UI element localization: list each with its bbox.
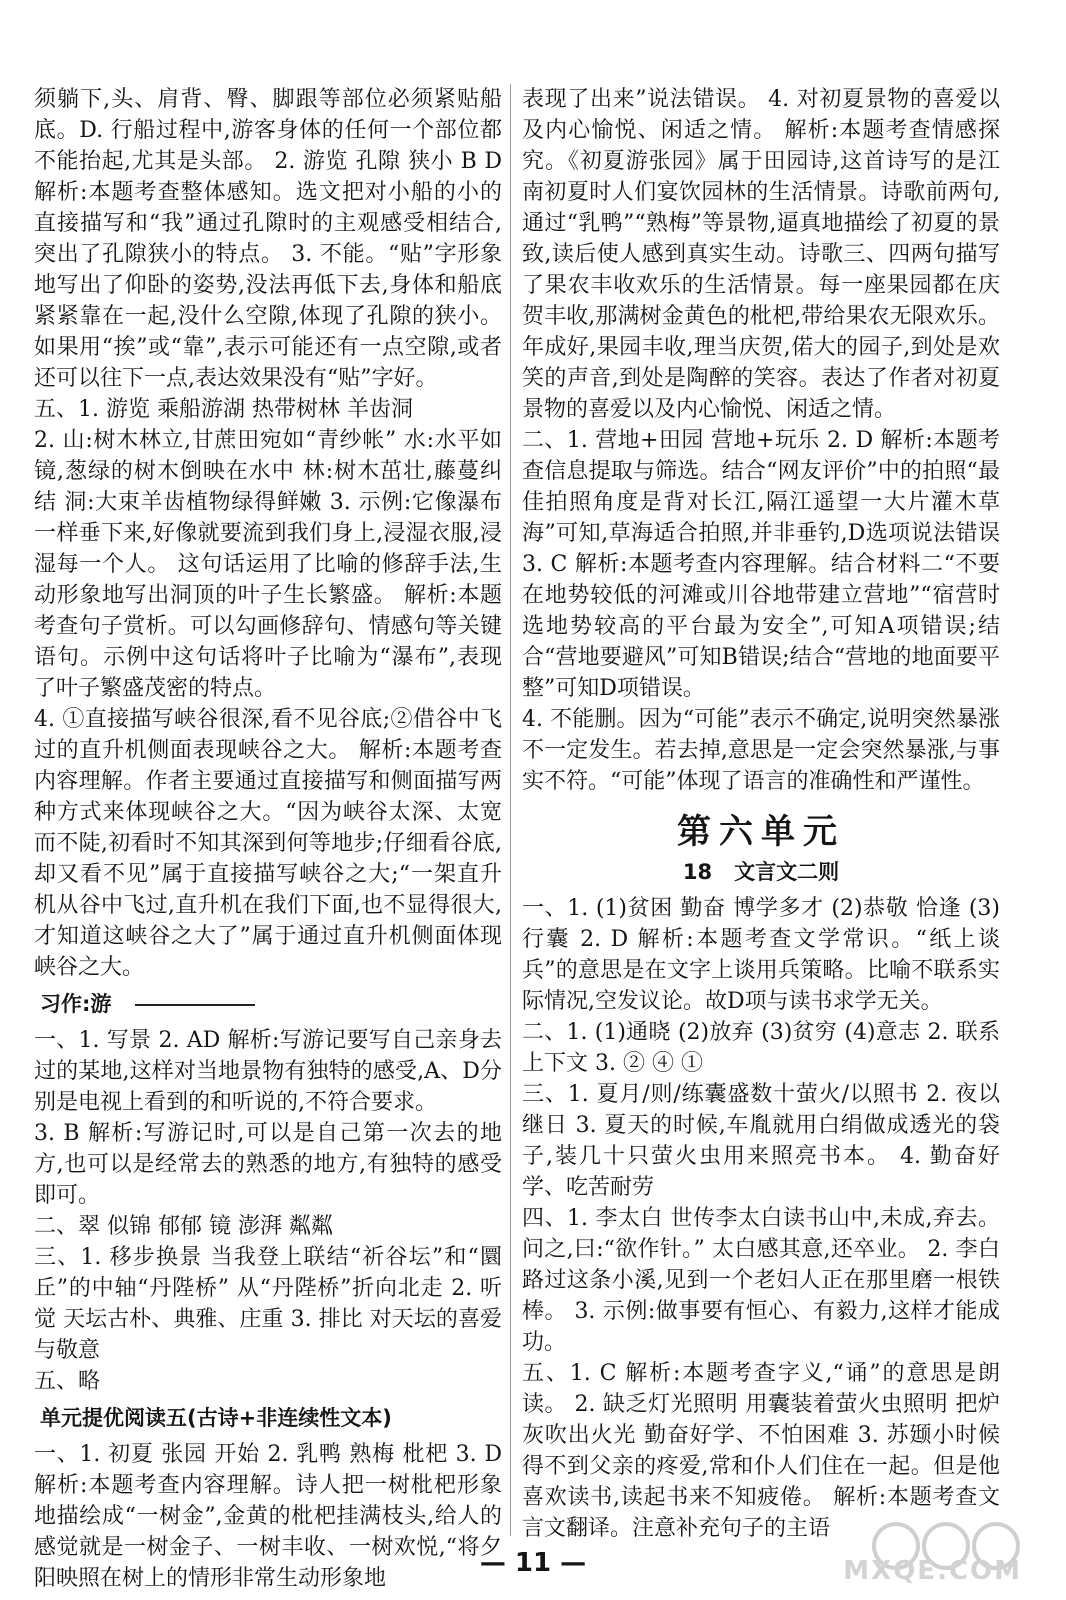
answer-paragraph: 3. B 解析:写游记时,可以是自己第一次去的地方,也可以是经常去的熟悉的地方,有独特的感受即可。 <box>34 1121 502 1208</box>
answer-paragraph: 二、翠 似锦 郁郁 镜 澎湃 粼粼 <box>34 1214 333 1239</box>
lesson-name: 文言文二则 <box>734 860 840 884</box>
answer-paragraph: 五、1. 游览 乘船游湖 热带树林 羊齿洞 <box>34 397 413 422</box>
left-column <box>34 84 502 1594</box>
answer-paragraph: 一、1. 初夏 张园 开始 2. 乳鸭 熟梅 枇杷 3. D 解析:本题考查内容理解。诗人把一树枇杷形象地描绘成“一树金”,金黄的枇杷挂满枝头,给人的感觉就是一树金子、一树丰收、一树欢悦,“将夕阳映照在树上的情形非常生动形象地 <box>34 1442 502 1591</box>
answer-paragraph: 4. 不能删。因为“可能”表示不确定,说明突然暴涨不一定发生。若去掉,意思是一定会突然暴涨,与事实不符。“可能”体现了语言的准确性和严谨性。 <box>522 707 1000 794</box>
lesson-number: 18 <box>682 860 713 884</box>
watermark-text: MXQE.COM <box>843 1556 1022 1586</box>
column-divider <box>510 84 511 1536</box>
section-heading-xizuo: 习作:游 <box>34 989 502 1019</box>
answer-paragraph: 二、1. 营地+田园 营地+玩乐 2. D 解析:本题考查信息提取与筛选。结合“网友评价”中的拍照“最佳拍照角度是背对长江,隔江遥望一大片灌木草海”可知,草海适合拍照,并非垂钓,D选项说法错误 3. C 解析:本题考查内容理解。结合材料二“不要在地势较低的河滩或川谷地带建立营地”“宿营时选地势较高的平台最为安全”,可知A项错误;结合“营地要避风”可知B错误;结合“营地的地面要平整”可知D项错误。 <box>522 428 1000 701</box>
unit-title: 第六单元 <box>677 812 845 852</box>
right-column <box>522 84 1000 1544</box>
answer-paragraph: 四、1. 李太白 世传李太白读书山中,未成,弃去。 问之,曰:“欲作针。” 太白感其意,还卒业。 2. 李白路过这条小溪,见到一个老妇人正在那里磨一根铁棒。 3. 示例:做事要有恒心、有毅力,这样才能成功。 <box>522 1206 1000 1355</box>
page-number: — 11 — <box>479 1548 587 1578</box>
section-heading-danyuan: 单元提优阅读五(古诗+非连续性文本) <box>40 1406 392 1430</box>
answer-paragraph: 表现了出来”说法错误。 4. 对初夏景物的喜爱以及内心愉悦、闲适之情。 解析:本题考查情感探究。《初夏游张园》属于田园诗,这首诗写的是江南初夏时人们宴饮园林的生活情景。诗歌前两句,通过“乳鸭”“熟梅”等景物,逼真地描绘了初夏的景致,读后使人感到真实生动。诗歌三、四两句描写了果农丰收欢乐的生活情景。每一座果园都在庆贺丰收,那满树金黄色的枇杷,带给果农无限欢乐。年成好,果园丰收,理当庆贺,偌大的园子,到处是欢笑的声音,到处是陶醉的笑容。表达了作者对初夏景物的喜爱以及内心愉悦、闲适之情。 <box>522 87 1000 422</box>
answer-paragraph: 二、1. (1)通晓 (2)放弃 (3)贫穷 (4)意志 2. 联系上下文 3. ② ④ ① <box>522 1020 1000 1076</box>
watermark-logo <box>843 1516 1026 1586</box>
answer-paragraph: 三、1. 移步换景 当我登上联结“祈谷坛”和“圜丘”的中轴“丹陛桥” 从“丹陛桥”折向北走 2. 听觉 天坛古朴、典雅、庄重 3. 排比 对天坛的喜爱与敬意 <box>34 1245 502 1363</box>
answer-paragraph: 一、1. (1)贫困 勤奋 博学多才 (2)恭敬 恰逢 (3)行囊 2. D 解析:本题考查文学常识。“纸上谈兵”的意思是在文字上谈用兵策略。比喻不联系实际情况,空发议论。故D项与读书求学无关。 <box>522 896 1000 1014</box>
answer-paragraph: 三、1. 夏月/则/练囊盛数十萤火/以照书 2. 夜以继日 3. 夏天的时候,车胤就用白绢做成透光的袋子,装几十只萤火虫用来照亮书本。 4. 勤奋好学、吃苦耐劳 <box>522 1082 1000 1200</box>
answer-paragraph: 一、1. 写景 2. AD 解析:写游记要写自己亲身去过的某地,这样对当地景物有独特的感受,A、D分别是电视上看到的和听说的,不符合要求。 <box>34 1028 502 1115</box>
answer-paragraph: 2. 山:树木林立,甘蔗田宛如“青纱帐” 水:水平如镜,葱绿的树木倒映在水中 林:树木茁壮,藤蔓纠结 洞:大束羊齿植物绿得鲜嫩 3. 示例:它像瀑布一样垂下来,好像就要流到我们身上,浸湿衣服,浸湿每一个人。 这句话运用了比喻的修辞手法,生动形象地写出洞顶的叶子生长繁盛。 解析:本题考查句子赏析。可以勾画修辞句、情感句等关键语句。示例中这句话将叶子比喻为“瀑布”,表现了叶子繁盛茂密的特点。 <box>34 428 502 701</box>
answer-paragraph: 五、1. C 解析:本题考查字义,“诵”的意思是朗读。 2. 缺乏灯光照明 用囊装着萤火虫照明 把炉灰吹出火光 勤奋好学、不怕困难 3. 苏颋小时候得不到父亲的疼爱,常和仆人们住在一起。但是他喜欢读书,读起书来不知疲倦。 解析:本题考查文言文翻译。注意补充句子的主语 <box>522 1361 1000 1541</box>
answer-paragraph: 五、略 <box>34 1369 101 1394</box>
lesson-title <box>522 857 1000 887</box>
answer-paragraph: 4. ①直接描写峡谷很深,看不见谷底;②借谷中飞过的直升机侧面表现峡谷之大。 解析:本题考查内容理解。作者主要通过直接描写和侧面描写两种方式来体现峡谷之大。“因为峡谷太深、太宽而不陡,初看时不知其深到何等地步;仔细看谷底,却又看不见”属于直接描写峡谷之大;“一架直升机从谷中飞过,直升机在我们下面,也不显得很大,才知道这峡谷之大了”属于通过直升机侧面体现峡谷之大。 <box>34 707 502 980</box>
answer-paragraph: 须躺下,头、肩背、臀、脚跟等部位必须紧贴船底。D. 行船过程中,游客身体的任何一个部位都不能抬起,尤其是头部。 2. 游览 孔隙 狭小 B D 解析:本题考查整体感知。选文把对小船的小的直接描写和“我”通过孔隙时的主观感受相结合,突出了孔隙狭小的特点。 3. 不能。“贴”字形象地写出了仰卧的姿势,没法再低下去,身体和船底紧紧靠在一起,没什么空隙,体现了孔隙的狭小。如果用“挨”或“靠”,表示可能还有一点空隙,或者还可以往下一点,表达效果没有“贴”字好。 <box>34 87 502 391</box>
